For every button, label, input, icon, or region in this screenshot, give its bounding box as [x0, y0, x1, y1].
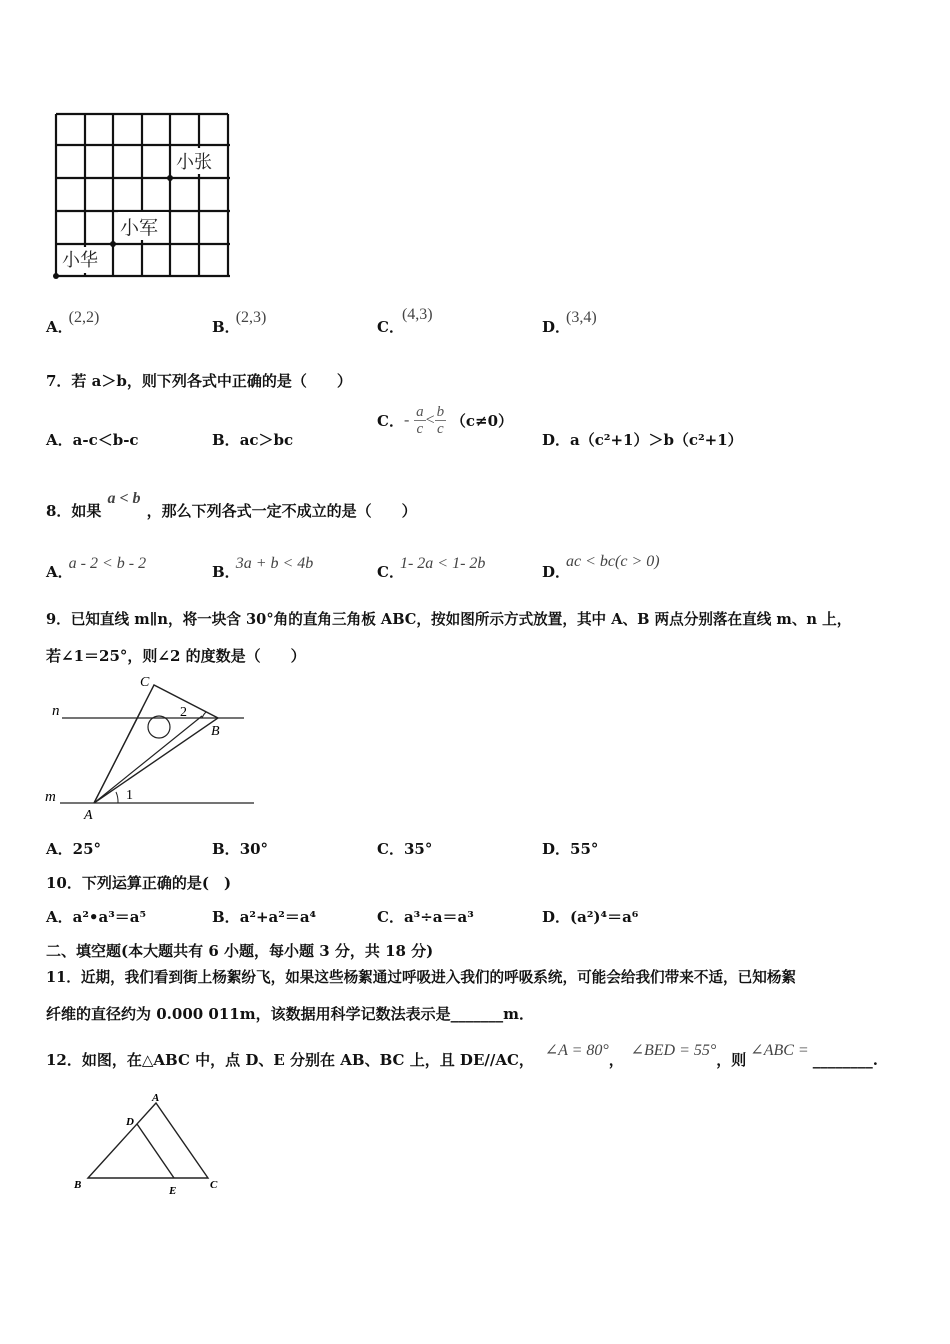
q10-option-b[interactable]: B．a²+a²＝a⁴	[212, 908, 317, 926]
label-xiaohua: 小华	[62, 250, 98, 270]
label-b: B	[74, 1179, 82, 1191]
q7-option-a[interactable]: A．a-c＜b-c	[46, 431, 139, 449]
q6-option-a[interactable]	[46, 309, 103, 337]
q9-option-b[interactable]: B．30°	[212, 840, 269, 858]
label-c: C	[140, 675, 150, 690]
triangle-figure	[40, 672, 260, 824]
point-xiaozhang	[167, 175, 173, 181]
section-heading: 二、填空题(本大题共有 6 小题，每小题 3 分，共 18 分)	[46, 942, 434, 960]
option-value: (2,2)	[68, 309, 100, 326]
label-2: 2	[180, 705, 187, 720]
q8-option-c[interactable]: C．1- 2a < 1- 2b	[377, 555, 486, 581]
label-m: m	[45, 789, 56, 805]
given-angle-a: ∠A = 80°	[544, 1042, 609, 1059]
option-letter: C．	[377, 318, 404, 336]
q12-stem: 12．如图，在△ABC 中，点 D、E 分别在 AB、BC 上，且 DE//AC， ∠A = 80°， ∠BED = 55°，则∠ABC =________.	[46, 1042, 878, 1069]
option-letter: C．	[377, 412, 404, 430]
label-n: n	[52, 703, 60, 719]
triangle-de-figure	[68, 1090, 228, 1200]
triangle-hole	[148, 716, 170, 738]
q11-stem-line1: 11．近期，我们看到街上杨絮纷飞，如果这些杨絮通过呼吸进入我们的呼吸系统，可能会给我们带来不适，已知杨絮	[46, 969, 797, 986]
q10-option-a[interactable]: A．a²•a³＝a⁵	[46, 908, 147, 926]
q8-stem: 8．如果a < b，那么下列各式一定不成立的是（ ）	[46, 490, 417, 520]
label-e: E	[169, 1185, 177, 1197]
label-a: A	[152, 1092, 160, 1104]
q7-option-c[interactable]	[377, 404, 513, 452]
triangle-abc	[94, 685, 218, 803]
segment-de	[137, 1124, 174, 1178]
point-xiaohua	[53, 273, 59, 279]
asked-angle-abc: ∠ABC =	[750, 1042, 809, 1059]
grid-figure	[48, 108, 238, 283]
q8-option-d[interactable]: D．ac < bc(c > 0)	[542, 553, 660, 581]
less-than-sign: <	[425, 411, 435, 429]
label-b: B	[211, 724, 220, 739]
angle-2-arc	[202, 712, 206, 718]
condition: （c≠0）	[450, 412, 514, 430]
q9-option-d[interactable]: D．55°	[542, 840, 599, 858]
q10-stem: 10．下列运算正确的是( )	[46, 874, 232, 892]
option-value: (3,4)	[566, 309, 597, 326]
q10-option-d[interactable]: D．(a²)⁴＝a⁶	[542, 908, 639, 926]
q9-option-a[interactable]: A．25°	[46, 840, 102, 858]
q8-condition: a < b	[107, 490, 141, 507]
label-1: 1	[126, 788, 133, 803]
minus-sign: -	[403, 411, 410, 429]
fraction-a-over-c: $\frac{a}{c}$	[416, 404, 424, 437]
option-value: (2,3)	[235, 309, 267, 326]
q6-option-b[interactable]	[212, 309, 270, 337]
q9-stem-line1: 9．已知直线 m∥n，将一块含 30°角的直角三角板 ABC，按如图所示方式放置，其中 A、B 两点分别落在直线 m、n 上，	[46, 611, 852, 628]
label-d: D	[126, 1116, 134, 1128]
label-xiaojun: 小军	[120, 218, 159, 239]
q10-option-c[interactable]: C．a³÷a＝a³	[377, 908, 474, 926]
q7-option-b[interactable]: B．ac＞bc	[212, 431, 294, 449]
angle-1-arc	[116, 792, 118, 803]
option-letter: D．	[542, 318, 571, 336]
q8-option-a[interactable]: A．a - 2 < b - 2	[46, 555, 147, 581]
option-letter: B．	[212, 318, 240, 336]
given-angle-bed: ∠BED = 55°	[630, 1042, 717, 1059]
q6-option-c[interactable]	[377, 306, 435, 337]
answer-blank[interactable]: ________.	[812, 1051, 878, 1069]
q8-option-b[interactable]: B．3a + b < 4b	[212, 555, 314, 581]
label-a: A	[84, 808, 93, 823]
option-letter: A．	[46, 318, 73, 336]
q7-stem: 7．若 a＞b，则下列各式中正确的是（ ）	[46, 372, 352, 390]
fraction-b-over-c: $\frac{b}{c}$	[436, 404, 445, 437]
q11-stem-line2: 纤维的直径约为 0.000 011m，该数据用科学记数法表示是_______m．	[46, 1005, 534, 1023]
q9-option-c[interactable]: C．35°	[377, 840, 433, 858]
q9-stem-line2: 若∠1＝25°，则∠2 的度数是（ ）	[46, 647, 306, 665]
option-value: (4,3)	[401, 306, 433, 323]
q7-option-d[interactable]: D．a（c²+1）＞b（c²+1）	[542, 431, 743, 449]
label-xiaozhang: 小张	[176, 152, 212, 172]
q6-option-d[interactable]	[542, 309, 601, 337]
label-c: C	[210, 1179, 218, 1191]
point-xiaojun	[110, 241, 116, 247]
